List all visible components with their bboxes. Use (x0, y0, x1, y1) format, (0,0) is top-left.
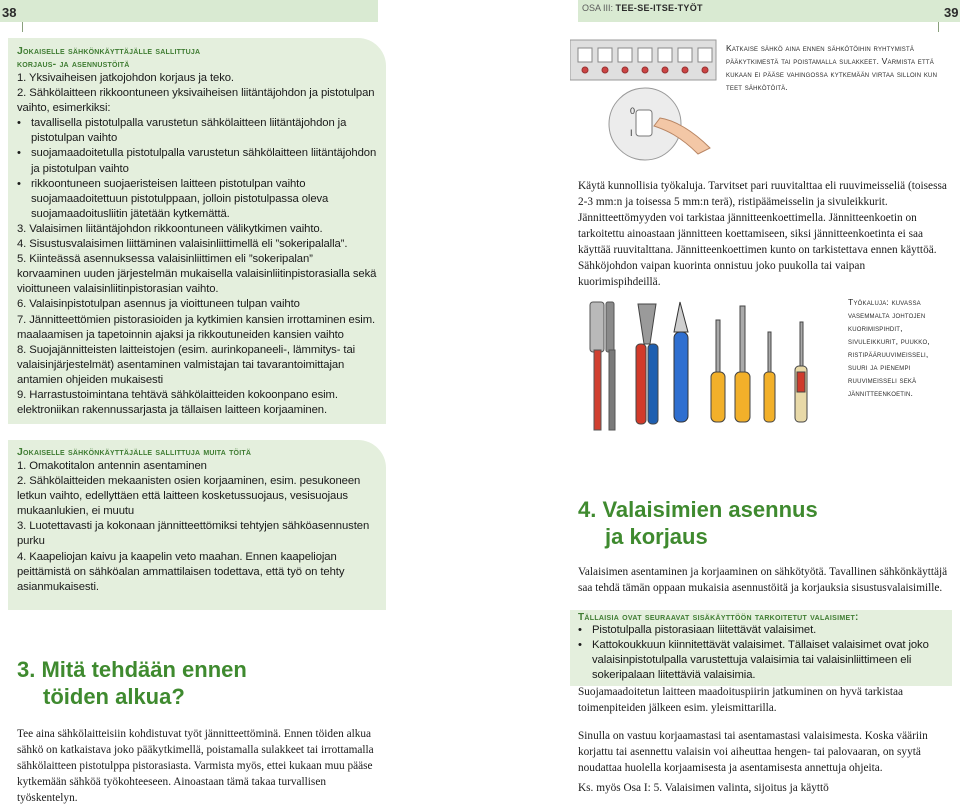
luminaire-types-content (578, 612, 948, 683)
list-item: 3. Luotettavasti ja kokonaan jännitteettömiksi tehtyjen sähköasennusten purku (17, 520, 370, 548)
page-number-right: 39 (944, 5, 959, 20)
fuse-box-illustration (570, 38, 720, 168)
list-item: 5. Kiinteässä asennuksessa valaisinliittimen eli ”sokeripalan” korvaaminen uuden järjestelmän mukaisella valaisinliitinpistorasialla sekä vioittuneen valaisinliitinpistorasian vaihto. (17, 253, 377, 296)
heading-line: 4. Valaisimien asennus (578, 497, 818, 522)
section-4-reference: Ks. myös Osa I: 5. Valaisimen valinta, sijoitus ja käyttö (578, 782, 829, 794)
other-allowed-work-list (17, 459, 377, 595)
header-bar-left (0, 0, 378, 22)
fuse-box-illustration-svg (570, 38, 720, 168)
bullet-item: • tavallisella pistotulpalla varustetun sähkölaitteen liitäntäjohdon ja pistotulpan vaihto (17, 116, 377, 146)
list-item: 4. Kaapeliojan kaivu ja kaapelin veto maahan. Ennen kaapeliojan peittämistä on sähköalan ammattilaisen todettava, että työ on tehty asianmukaisesti. (17, 550, 345, 593)
list-item: 9. Harrastustoimintana tehtävä sähkölaitteiden kokoonpano esim. elektroniikan rakennussarjasta ja tällaisen laitteen korjaaminen. (17, 388, 338, 417)
bullet-item: • Pistotulpalla pistorasiaan liitettävät valaisimet. (578, 623, 948, 638)
list-item: 2. Sähkölaitteen rikkoontuneen yksivaiheisen liitäntäjohdon ja pistotulpan (17, 87, 375, 100)
allowed-repairs-content (17, 45, 377, 418)
section-4-paragraph-2: Suojamaadoitetun laitteen maadoituspiirin jatkuminen on hyvä tarkistaa toimenpiteiden jälkeen esim. yleismittarilla. (578, 686, 904, 714)
fuse-box-caption: Katkaise sähkö aina ennen sähkötöihin ryhtymistä pääkytkimestä tai poistamalla sulakkeet. Varmista että kukaan ei pääse vahingossa kytkemään virtaa silloin kun teet sähkötöitä. (726, 43, 938, 92)
switch-label-one: I (630, 128, 633, 138)
heading-line: töiden alkua? (43, 684, 185, 709)
list-item: 2. Sähkölaitteiden mekaanisten osien korjaaminen, esim. pesukoneen letkun vaihto, edellyttäen että laitteen kosketussuojaus, vesisuojaus mukaanlukien, ei muutu (17, 475, 361, 518)
list-item: 3. Valaisimen liitäntäjohdon rikkoontuneen välikytkimen vaihto. (17, 222, 323, 235)
bullet-item: • Kattokoukkuun kiinnitettävät valaisimet. Tällaiset valaisimet ovat joko valaisinpistotulpalla varustettuja valaisimia tai valaisinliittimeen eli sokeripalaan liitettäviä valaisimia. (578, 638, 948, 683)
list-item: 1. Yksivaiheisen jatkojohdon korjaus ja teko. (17, 72, 234, 84)
list-item: 7. Jännitteettömien pistorasioiden ja kytkimien kansien irrottaminen esim. maalaamisen ja tapetoinnin ajaksi ja rikkoutuneiden kansien vaihto (17, 313, 376, 341)
title-line: Jokaiselle sähkönkäyttäjälle sallittuja (17, 45, 201, 57)
other-allowed-work-content (17, 446, 377, 595)
tools-paragraph: Käytä kunnollisia työkaluja. Tarvitset pari ruuvitalttaa eli ruuvimeisseliä (toisessa 2-3 mm:n ja toisessa 5 mm:n terä), ristipäämeisselin ja sivuleikkurit. Jännitteettömyyden voi tarkistaa jännitteenkoettimella. Jännitteenkoetin on tarkoitettu ainoastaan jännitteen koettamiseen, siksi jännitteenkoetinta ei saa käyttää ruuvitalttana. Jännitteenkoettimen kunto on tarkistettava ennen käyttöä. Sähköjohdon vaipan kuorinta onnistuu joko puukolla tai vaipan kuorimispihdeillä. (578, 180, 947, 288)
list-item: 1. Omakotitalon antennin asentaminen (17, 460, 207, 472)
section-3-body: Tee aina sähkölaitteisiin kohdistuvat työt jännitteettöminä. Ennen töiden alkua sähkö on katkaistava joko pääkytkimellä, poistamalla sulakkeet tai irrottamalla sähkölaitteen pistotulppa pistorasiasta. Varmista myös, ettei kukaan muu pääse kytkemään sähköä työkohteeseen. Ainoastaan tämä takaa turvallisen työskentelyn. (17, 728, 374, 804)
allowed-repairs-title (17, 45, 377, 71)
title-line: korjaus- ja asennustöitä (17, 58, 130, 70)
section-4-heading (578, 496, 948, 550)
page-number-left: 38 (2, 5, 17, 20)
header-divider-right (938, 22, 939, 32)
heading-line: ja korjaus (605, 524, 708, 549)
header-divider-left (22, 22, 23, 32)
section-label (582, 3, 703, 13)
luminaire-types-list (578, 623, 948, 683)
section-prefix: OSA III: (582, 3, 614, 13)
list-item: 4. Sisustusvalaisimen liittäminen valaisinliittimellä eli ”sokeripalalla”. (17, 238, 348, 251)
section-4-intro: Valaisimen asentaminen ja korjaaminen on sähkötyötä. Tavallinen sähkönkäyttäjä saa tehdä tämän oppaan mukaisia asennustöitä ja korjauksia sisustusvalaisimille. (578, 566, 948, 594)
list-item: 8. Suojajännitteisten laitteistojen (esim. aurinkopaneeli-, lämmitys- tai valaisinjärjestelmät) asentaminen valmistajan tai tavarantoimittajan antamien ohjeiden mukaisesti (17, 343, 356, 386)
bullet-item: • rikkoontuneen suojaeristeisen laitteen pistotulpan vaihto suojamaadoitettuun pistotulppaan, jolloin pistotulpassa oleva suojamaadoitusliitin jätetään kytkemättä. (17, 177, 377, 222)
section-name: TEE-SE-ITSE-TYÖT (615, 3, 703, 13)
list-item: vaihto, esimerkiksi: (17, 102, 111, 115)
switch-label-zero: 0 (630, 106, 636, 116)
section-3-heading (17, 656, 377, 710)
tools-illustration (578, 292, 838, 442)
allowed-repairs-list (17, 71, 377, 418)
luminaire-types-subhead: Tällaisia ovat seuraavat sisäkäyttöön tarkoitetut valaisimet: (578, 612, 859, 623)
bullet-item: • suojamaadoitetulla pistotulpalla varustetun sähkölaitteen liitäntäjohdon ja pistotulpan vaihto (17, 146, 377, 176)
list-item: 6. Valaisinpistotulpan asennus ja vioittuneen tulpan vaihto (17, 298, 300, 311)
tools-caption: Työkaluja: kuvassa vasemmalta johtojen kuorimispihdit, sivuleikkurit, puukko, ristipääruuvimeisseli, suuri ja pienempi ruuvimeisseli sekä jännitteenkoetin. (848, 297, 930, 398)
tools-illustration-svg (578, 292, 838, 442)
heading-line: 3. Mitä tehdään ennen (17, 657, 247, 682)
section-4-paragraph-3: Sinulla on vastuu korjaamastasi tai asentamastasi valaisimesta. Koska vääriin korjattu tai asennettu valaisin voi aiheuttaa hengen- tai palovaaran, on syytä noudattaa huolella korjaamisesta ja asentamisesta annettuja ohjeita. (578, 730, 928, 774)
other-allowed-work-title: Jokaiselle sähkönkäyttäjälle sallittuja muita töitä (17, 446, 252, 458)
